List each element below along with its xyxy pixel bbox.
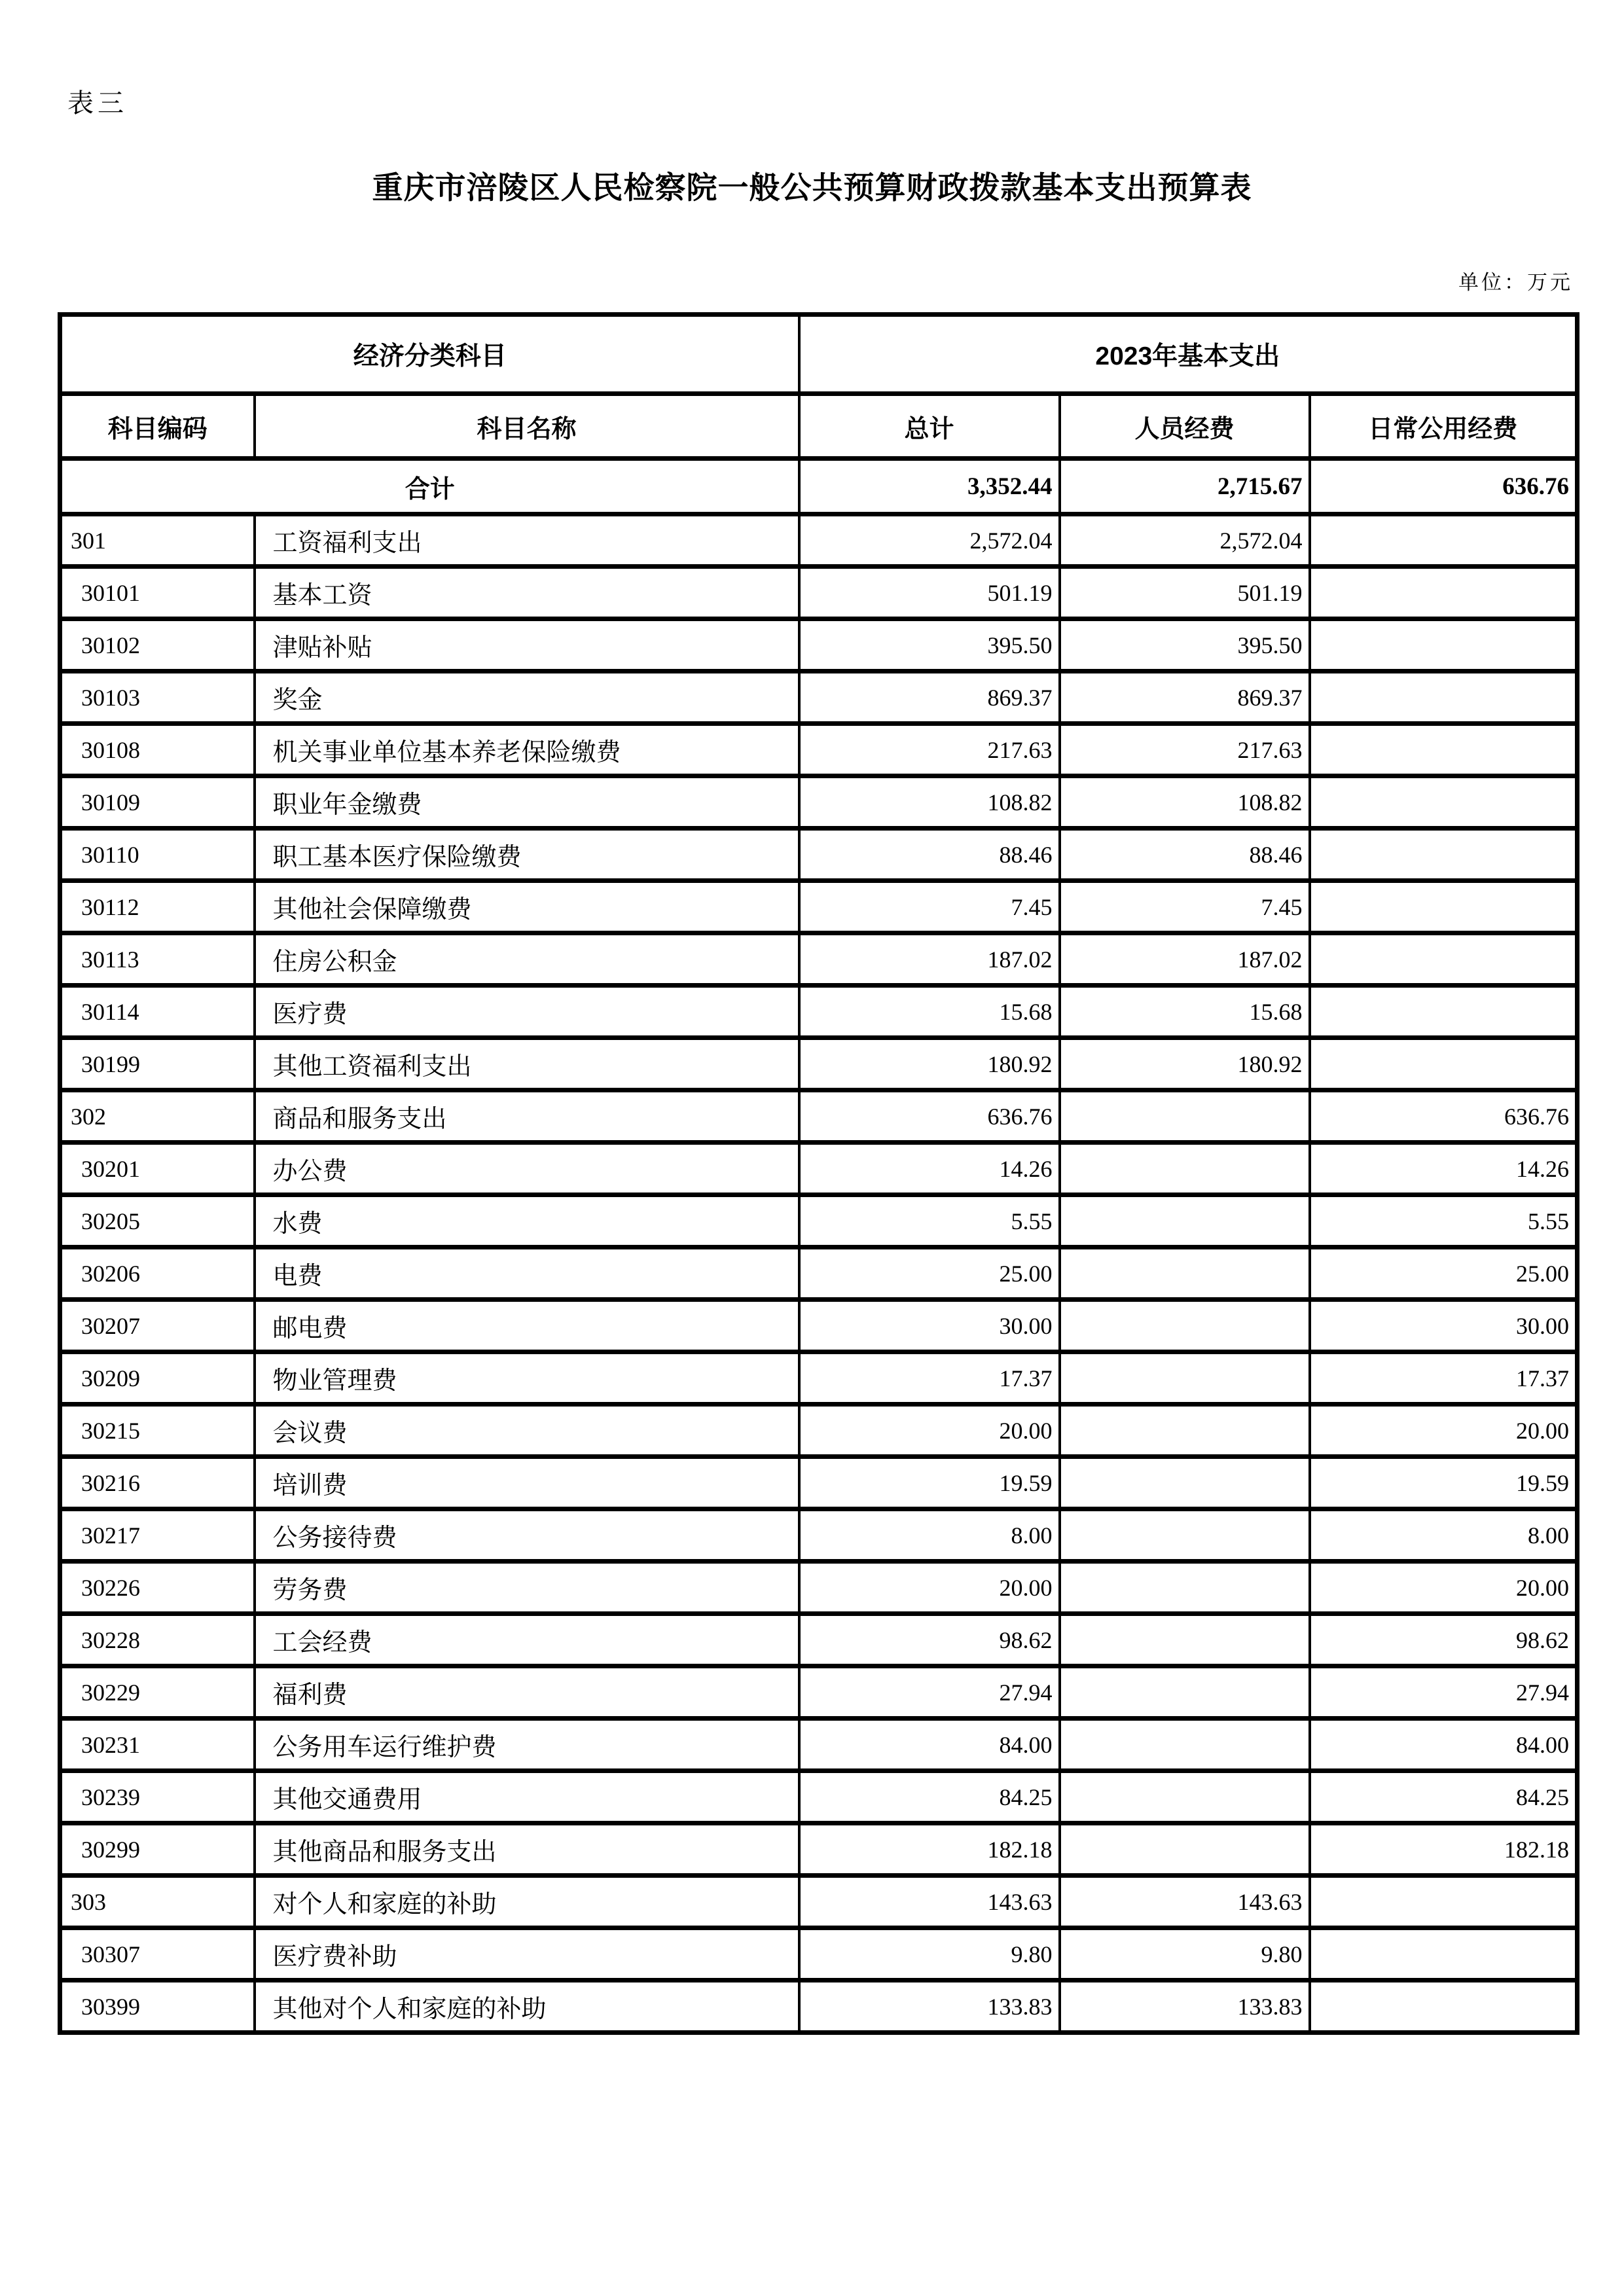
subject-name-cell: 工会经费: [255, 1614, 799, 1666]
personnel-value-cell: 133.83: [1060, 1981, 1310, 2033]
personnel-value-cell: 88.46: [1060, 829, 1310, 881]
table-row: [60, 776, 1578, 829]
personnel-value-cell: [1060, 1300, 1310, 1352]
subject-code-cell: 30299: [60, 1823, 255, 1876]
daily-value-cell: [1310, 619, 1578, 672]
personnel-value-cell: 501.19: [1060, 567, 1310, 619]
subject-name-cell: 住房公积金: [255, 933, 799, 986]
budget-table: [58, 312, 1579, 2035]
subject-code-cell: 30217: [60, 1509, 255, 1562]
subject-code-cell: 30114: [60, 986, 255, 1038]
grand-total-sum-cell: 3,352.44: [799, 459, 1060, 514]
subject-code-cell: 30112: [60, 881, 255, 933]
grand-total-daily-cell: 636.76: [1310, 459, 1578, 514]
table-row: [60, 1771, 1578, 1823]
personnel-value-cell: 15.68: [1060, 986, 1310, 1038]
total-value-cell: 187.02: [799, 933, 1060, 986]
subject-name-cell: 工资福利支出: [255, 514, 799, 567]
subject-name-cell: 对个人和家庭的补助: [255, 1876, 799, 1928]
daily-value-cell: [1310, 986, 1578, 1038]
table-row: [60, 1247, 1578, 1300]
subject-name-cell: 商品和服务支出: [255, 1090, 799, 1143]
daily-value-cell: 84.00: [1310, 1719, 1578, 1771]
daily-value-cell: [1310, 1928, 1578, 1981]
table-row: [60, 1457, 1578, 1509]
subject-code-cell: 30201: [60, 1143, 255, 1195]
personnel-value-cell: [1060, 1090, 1310, 1143]
total-value-cell: 14.26: [799, 1143, 1060, 1195]
table-row: [60, 1719, 1578, 1771]
table-row: [60, 1876, 1578, 1928]
table-row: [60, 514, 1578, 567]
total-value-cell: 84.00: [799, 1719, 1060, 1771]
table-row: [60, 1562, 1578, 1614]
table-row: [60, 567, 1578, 619]
daily-value-cell: 8.00: [1310, 1509, 1578, 1562]
personnel-value-cell: [1060, 1614, 1310, 1666]
total-value-cell: 88.46: [799, 829, 1060, 881]
total-value-cell: 15.68: [799, 986, 1060, 1038]
daily-value-cell: [1310, 881, 1578, 933]
subject-name-cell: 其他社会保障缴费: [255, 881, 799, 933]
table-row: [60, 1981, 1578, 2033]
subject-name-cell: 机关事业单位基本养老保险缴费: [255, 724, 799, 776]
subject-name-cell: 医疗费: [255, 986, 799, 1038]
total-value-cell: 180.92: [799, 1038, 1060, 1090]
subject-name-cell: 办公费: [255, 1143, 799, 1195]
subject-code-cell: 303: [60, 1876, 255, 1928]
daily-value-cell: 25.00: [1310, 1247, 1578, 1300]
header-group-row: [60, 315, 1578, 394]
personnel-value-cell: [1060, 1771, 1310, 1823]
table-row: [60, 933, 1578, 986]
subject-code-cell: 30226: [60, 1562, 255, 1614]
subject-name-cell: 公务接待费: [255, 1509, 799, 1562]
unit-note: 单位：万元: [1458, 271, 1573, 294]
grand-total-label-cell: 合计: [60, 459, 799, 514]
total-value-cell: 182.18: [799, 1823, 1060, 1876]
total-value-cell: 395.50: [799, 619, 1060, 672]
total-value-cell: 7.45: [799, 881, 1060, 933]
header-subject-name: 科目名称: [255, 394, 799, 459]
subject-code-cell: 30231: [60, 1719, 255, 1771]
subject-code-cell: 30229: [60, 1666, 255, 1719]
total-value-cell: 869.37: [799, 672, 1060, 724]
daily-value-cell: 14.26: [1310, 1143, 1578, 1195]
daily-value-cell: 636.76: [1310, 1090, 1578, 1143]
total-value-cell: 9.80: [799, 1928, 1060, 1981]
subject-code-cell: 30228: [60, 1614, 255, 1666]
daily-value-cell: 30.00: [1310, 1300, 1578, 1352]
daily-value-cell: [1310, 1876, 1578, 1928]
personnel-value-cell: 217.63: [1060, 724, 1310, 776]
subject-name-cell: 其他商品和服务支出: [255, 1823, 799, 1876]
subject-name-cell: 培训费: [255, 1457, 799, 1509]
daily-value-cell: [1310, 776, 1578, 829]
table-row: [60, 1090, 1578, 1143]
daily-value-cell: 98.62: [1310, 1614, 1578, 1666]
daily-value-cell: 20.00: [1310, 1562, 1578, 1614]
personnel-value-cell: 187.02: [1060, 933, 1310, 986]
total-value-cell: 143.63: [799, 1876, 1060, 1928]
header-columns-row: [60, 394, 1578, 459]
subject-name-cell: 水费: [255, 1195, 799, 1247]
total-value-cell: 84.25: [799, 1771, 1060, 1823]
daily-value-cell: 182.18: [1310, 1823, 1578, 1876]
daily-value-cell: 19.59: [1310, 1457, 1578, 1509]
subject-name-cell: 其他工资福利支出: [255, 1038, 799, 1090]
total-value-cell: 133.83: [799, 1981, 1060, 2033]
subject-name-cell: 基本工资: [255, 567, 799, 619]
subject-code-cell: 30307: [60, 1928, 255, 1981]
subject-code-cell: 30108: [60, 724, 255, 776]
table-row: [60, 1195, 1578, 1247]
header-daily-public-funds: 日常公用经费: [1310, 394, 1578, 459]
daily-value-cell: [1310, 1038, 1578, 1090]
subject-code-cell: 301: [60, 514, 255, 567]
subject-name-cell: 邮电费: [255, 1300, 799, 1352]
subject-code-cell: 30215: [60, 1405, 255, 1457]
grand-total-row: [60, 459, 1578, 514]
daily-value-cell: [1310, 514, 1578, 567]
personnel-value-cell: [1060, 1823, 1310, 1876]
table-row: [60, 1143, 1578, 1195]
personnel-value-cell: [1060, 1719, 1310, 1771]
subject-code-cell: 30101: [60, 567, 255, 619]
subject-code-cell: 30110: [60, 829, 255, 881]
table-row: [60, 1405, 1578, 1457]
total-value-cell: 8.00: [799, 1509, 1060, 1562]
subject-name-cell: 会议费: [255, 1405, 799, 1457]
subject-code-cell: 30207: [60, 1300, 255, 1352]
personnel-value-cell: 395.50: [1060, 619, 1310, 672]
subject-name-cell: 劳务费: [255, 1562, 799, 1614]
total-value-cell: 108.82: [799, 776, 1060, 829]
page-title: 重庆市涪陵区人民检察院一般公共预算财政拨款基本支出预算表: [372, 171, 1252, 206]
table-row: [60, 1352, 1578, 1405]
daily-value-cell: 20.00: [1310, 1405, 1578, 1457]
personnel-value-cell: 7.45: [1060, 881, 1310, 933]
subject-name-cell: 医疗费补助: [255, 1928, 799, 1981]
personnel-value-cell: 143.63: [1060, 1876, 1310, 1928]
table-row: [60, 1300, 1578, 1352]
personnel-value-cell: [1060, 1562, 1310, 1614]
personnel-value-cell: [1060, 1509, 1310, 1562]
subject-name-cell: 职工基本医疗保险缴费: [255, 829, 799, 881]
table-header: [60, 315, 1578, 459]
subject-code-cell: 30239: [60, 1771, 255, 1823]
personnel-value-cell: [1060, 1405, 1310, 1457]
personnel-value-cell: [1060, 1143, 1310, 1195]
subject-name-cell: 物业管理费: [255, 1352, 799, 1405]
table-number-label: 表三: [67, 88, 128, 118]
subject-code-cell: 30102: [60, 619, 255, 672]
personnel-value-cell: [1060, 1666, 1310, 1719]
subject-name-cell: 其他对个人和家庭的补助: [255, 1981, 799, 2033]
daily-value-cell: 27.94: [1310, 1666, 1578, 1719]
header-subject-code: 科目编码: [60, 394, 255, 459]
personnel-value-cell: [1060, 1195, 1310, 1247]
daily-value-cell: 17.37: [1310, 1352, 1578, 1405]
subject-code-cell: 30103: [60, 672, 255, 724]
subject-code-cell: 30206: [60, 1247, 255, 1300]
total-value-cell: 501.19: [799, 567, 1060, 619]
subject-code-cell: 302: [60, 1090, 255, 1143]
total-value-cell: 20.00: [799, 1562, 1060, 1614]
table-row: [60, 1666, 1578, 1719]
subject-code-cell: 30109: [60, 776, 255, 829]
personnel-value-cell: [1060, 1352, 1310, 1405]
table-row: [60, 619, 1578, 672]
total-value-cell: 30.00: [799, 1300, 1060, 1352]
total-value-cell: 19.59: [799, 1457, 1060, 1509]
daily-value-cell: [1310, 829, 1578, 881]
daily-value-cell: 84.25: [1310, 1771, 1578, 1823]
subject-name-cell: 奖金: [255, 672, 799, 724]
subject-name-cell: 电费: [255, 1247, 799, 1300]
personnel-value-cell: 180.92: [1060, 1038, 1310, 1090]
subject-code-cell: 30113: [60, 933, 255, 986]
table-row: [60, 881, 1578, 933]
personnel-value-cell: 2,572.04: [1060, 514, 1310, 567]
subject-name-cell: 其他交通费用: [255, 1771, 799, 1823]
daily-value-cell: [1310, 1981, 1578, 2033]
table-row: [60, 1614, 1578, 1666]
header-total: 总计: [799, 394, 1060, 459]
daily-value-cell: [1310, 567, 1578, 619]
total-value-cell: 20.00: [799, 1405, 1060, 1457]
subject-name-cell: 津贴补贴: [255, 619, 799, 672]
total-value-cell: 217.63: [799, 724, 1060, 776]
daily-value-cell: 5.55: [1310, 1195, 1578, 1247]
daily-value-cell: [1310, 724, 1578, 776]
grand-total-personnel-cell: 2,715.67: [1060, 459, 1310, 514]
header-2023-basic-expenditure: 2023年基本支出: [799, 315, 1578, 394]
table-row: [60, 1928, 1578, 1981]
subject-name-cell: 职业年金缴费: [255, 776, 799, 829]
subject-code-cell: 30399: [60, 1981, 255, 2033]
table-row: [60, 986, 1578, 1038]
table-row: [60, 672, 1578, 724]
total-value-cell: 98.62: [799, 1614, 1060, 1666]
subject-name-cell: 公务用车运行维护费: [255, 1719, 799, 1771]
subject-code-cell: 30199: [60, 1038, 255, 1090]
personnel-value-cell: 9.80: [1060, 1928, 1310, 1981]
table-row: [60, 724, 1578, 776]
total-value-cell: 636.76: [799, 1090, 1060, 1143]
subject-code-cell: 30205: [60, 1195, 255, 1247]
table-row: [60, 1038, 1578, 1090]
table-row: [60, 1823, 1578, 1876]
total-value-cell: 17.37: [799, 1352, 1060, 1405]
subject-code-cell: 30216: [60, 1457, 255, 1509]
subject-code-cell: 30209: [60, 1352, 255, 1405]
table-row: [60, 1509, 1578, 1562]
daily-value-cell: [1310, 933, 1578, 986]
daily-value-cell: [1310, 672, 1578, 724]
total-value-cell: 5.55: [799, 1195, 1060, 1247]
personnel-value-cell: 108.82: [1060, 776, 1310, 829]
personnel-value-cell: [1060, 1247, 1310, 1300]
subject-name-cell: 福利费: [255, 1666, 799, 1719]
total-value-cell: 2,572.04: [799, 514, 1060, 567]
personnel-value-cell: 869.37: [1060, 672, 1310, 724]
header-economic-classification: 经济分类科目: [60, 315, 799, 394]
total-value-cell: 25.00: [799, 1247, 1060, 1300]
header-personnel-funds: 人员经费: [1060, 394, 1310, 459]
table-row: [60, 829, 1578, 881]
personnel-value-cell: [1060, 1457, 1310, 1509]
table-body: [60, 459, 1578, 2033]
total-value-cell: 27.94: [799, 1666, 1060, 1719]
